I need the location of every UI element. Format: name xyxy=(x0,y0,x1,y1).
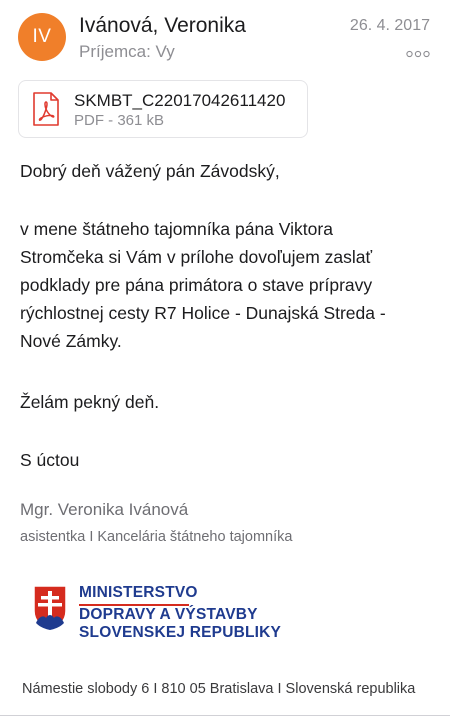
signature-name: Mgr. Veronika Ivánová xyxy=(20,500,189,519)
email-closing: S úctou xyxy=(20,450,80,470)
sender-avatar[interactable]: IV xyxy=(18,13,66,61)
signature-address: Námestie slobody 6 I 810 05 Bratislava I Slovenská republika xyxy=(22,681,416,697)
signature-role: asistentka I Kancelária štátneho tajomníka xyxy=(20,529,293,545)
paragraph-line: Nové Zámky. xyxy=(20,331,122,351)
email-header xyxy=(0,0,450,70)
recipient-label: Príjemca: Vy xyxy=(79,42,175,61)
paragraph-line: Stromčeka si Vám v prílohe dovoľujem zaslať xyxy=(20,247,373,267)
email-wish: Želám pekný deň. xyxy=(20,392,160,412)
paragraph-line: v mene štátneho tajomníka pána Viktora xyxy=(20,219,333,239)
email-date: 26. 4. 2017 xyxy=(349,17,430,34)
pdf-icon xyxy=(32,92,60,126)
sender-name[interactable]: Ivánová, Veronika xyxy=(79,14,246,37)
attachment-card[interactable] xyxy=(18,80,308,138)
slovak-coat-of-arms-icon xyxy=(33,585,67,631)
paragraph-line: rýchlostnej cesty R7 Holice - Dunajská Streda - xyxy=(20,303,386,323)
paragraph-line: podklady pre pána primátora o stave prípravy xyxy=(20,275,373,295)
attachment-meta: PDF - 361 kB xyxy=(74,112,165,129)
ministry-logo[interactable] xyxy=(33,584,282,644)
more-horizontal-icon[interactable] xyxy=(406,50,430,58)
bottom-divider xyxy=(0,715,450,716)
email-greeting: Dobrý deň vážený pán Závodský, xyxy=(20,161,280,181)
attachment-filename: SKMBT_C22017042611420 xyxy=(74,91,286,110)
logo-text-line: DOPRAVY A VÝSTAVBY xyxy=(79,606,258,623)
email-paragraph xyxy=(20,215,430,355)
logo-text-line: SLOVENSKEJ REPUBLIKY xyxy=(79,624,282,641)
logo-text-line: MINISTERSTVO xyxy=(79,584,198,601)
